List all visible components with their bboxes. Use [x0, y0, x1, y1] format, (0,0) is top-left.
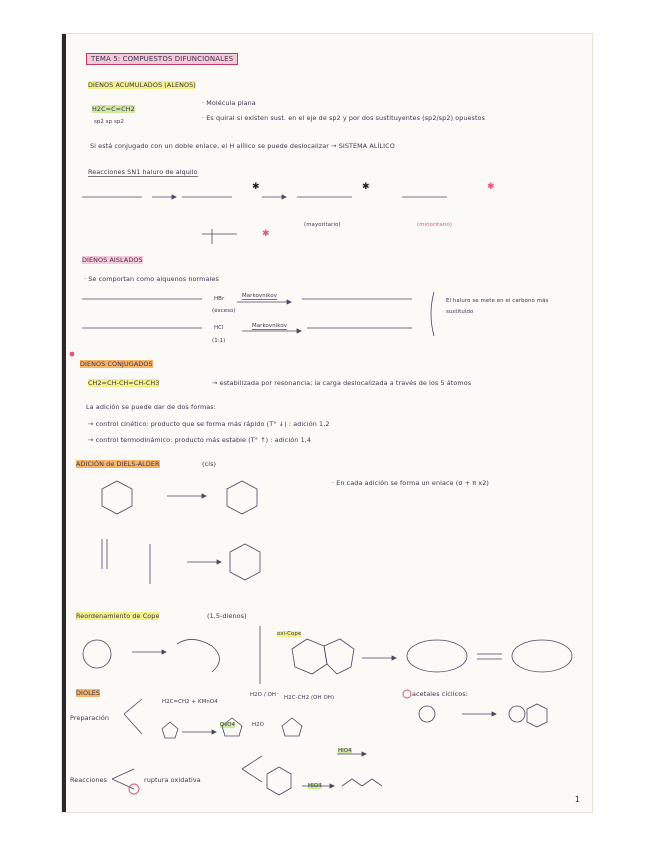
ruptura-oxidativa: ruptura oxidativa	[144, 776, 201, 784]
aislados-side-note: El haluro se mete en el carbono más sustituido	[446, 298, 549, 315]
label-mayoritario: (mayoritario)	[304, 222, 341, 228]
hio4-label-2: HIO4	[308, 783, 322, 789]
arrow-markovnikov-1: Markovnikov	[242, 293, 278, 299]
dioles-product: H2C-CH2 (OH OH)	[284, 695, 335, 701]
reagent-hbr: HBr	[214, 296, 225, 302]
dioles-conditions: H2O / OH⁻	[250, 692, 280, 698]
allylic-system-note: Si está conjugado con un doble enlace, el H alílico se puede deslocalizar → SISTEMA ALÍLICO	[90, 142, 395, 150]
kinetic-control: → control cinético: producto que se forma más rápido (T° ↓) : adición 1,2	[88, 420, 330, 428]
aislados-line1: · Se comportan como alquenos normales	[84, 275, 219, 283]
heading-dienos-conjugados: DIENOS CONJUGADOS	[80, 360, 153, 368]
reagent-hcl: HCl	[214, 325, 224, 331]
allene-hybridization: sp2 sp sp2	[94, 119, 124, 125]
acetales-label: acetales cíclicos:	[412, 690, 468, 698]
label-minoritario: (minoritario)	[417, 222, 453, 228]
heading-cope: Reordenamiento de Cope	[76, 612, 160, 620]
conjugated-line1: La adición se puede dar de dos formas:	[86, 403, 216, 411]
svg-text:✱: ✱	[252, 182, 260, 192]
svg-text:✱: ✱	[362, 182, 370, 192]
dioles-reagents: H2C=CH2 + KMnO4	[162, 699, 218, 705]
cope-suffix: (1,5-dienos)	[207, 612, 247, 620]
page-title: TEMA 5: COMPUESTOS DIFUNCIONALES	[86, 53, 238, 65]
dioles-preparacion: Preparación	[70, 714, 110, 722]
conjugated-description: → estabilizada por resonancia; la carga deslocalizada a través de los 5 átomos	[212, 379, 472, 387]
heading-dienos-acumulados: DIENOS ACUMULADOS (ALENOS)	[88, 81, 196, 89]
h2o-label: H2O	[252, 722, 265, 728]
notebook-page	[62, 34, 592, 812]
thermo-control: → control termodinámico: producto más estable (T° ↑) : adición 1,4	[88, 436, 312, 444]
svg-text:✱: ✱	[487, 182, 495, 192]
dioles-reacciones: Reacciones	[70, 776, 108, 784]
svg-text:✱: ✱	[262, 229, 270, 239]
heading-dioles: DIOLES	[76, 689, 101, 697]
conjugated-formula: CH2=CH-CH=CH-CH3	[88, 379, 160, 387]
heading-diels-alder: ADICIÓN de DIELS-ALDER	[76, 460, 160, 468]
reaction-sn1-title: Reacciones SN1 haluro de alquilo	[88, 168, 198, 176]
oxy-cope-label: oxi-Cope	[277, 631, 302, 637]
hio4-label: HIO4	[338, 748, 352, 754]
allene-note-plana: · Molécula plana	[202, 99, 256, 107]
reagent-hcl-note: (1:1)	[212, 338, 226, 344]
allene-formula: H2C=C=CH2	[92, 105, 135, 113]
oso4-label: OsO4	[220, 722, 236, 728]
diels-alder-suffix: (cis)	[202, 460, 217, 468]
page-number: 1	[574, 795, 580, 804]
heading-dienos-aislados: DIENOS AISLADOS	[82, 256, 143, 264]
reagent-hbr-note: (exceso)	[212, 308, 236, 314]
chemistry-sketches	[62, 34, 592, 812]
diels-alder-note: · En cada adición se forma un enlace (σ + π x2)	[332, 479, 489, 487]
allene-note-quiral: · Es quiral si existen sust. en el eje de sp2 y por dos sustituyentes (sp2/sp2) opuestos	[202, 114, 486, 122]
arrow-markovnikov-2: Markovnikov	[252, 323, 288, 329]
